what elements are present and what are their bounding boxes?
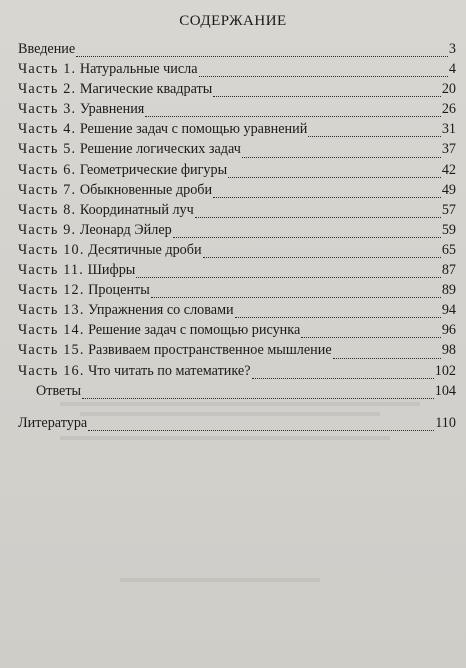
dot-leader	[213, 197, 441, 198]
entry-text: Развиваем пространственное мышление	[88, 342, 332, 359]
bleed-through-line	[60, 436, 390, 440]
part-label: Часть 12.	[18, 282, 85, 299]
bleed-through-line	[120, 578, 320, 582]
entry-text: Шифры	[87, 262, 136, 279]
page-number: 20	[441, 81, 456, 98]
entry-text: Ответы	[36, 382, 82, 399]
dot-leader	[199, 76, 448, 77]
part-label: Часть 4.	[18, 121, 77, 138]
part-label: Часть 15.	[18, 342, 85, 359]
page-number: 104	[434, 382, 456, 399]
entry-text: Леонард Эйлер	[79, 221, 172, 238]
toc-entry	[18, 121, 456, 141]
page-number: 94	[441, 302, 456, 319]
dot-leader	[203, 257, 441, 258]
page-number: 65	[441, 241, 456, 258]
toc-entry	[18, 81, 456, 101]
toc-entry	[18, 41, 456, 61]
toc-entry	[18, 342, 456, 362]
dot-leader	[252, 378, 434, 379]
dot-leader	[173, 237, 441, 238]
dot-leader	[76, 56, 448, 57]
part-label: Часть 9.	[18, 221, 77, 238]
toc-entry	[18, 363, 456, 383]
page-title: СОДЕРЖАНИЕ	[179, 13, 287, 29]
entry-text: Натуральные числа	[79, 61, 198, 78]
part-label: Часть 10.	[18, 241, 85, 258]
toc-entry	[18, 322, 456, 342]
entry-text: Решение задач с помощью рисунка	[88, 322, 301, 339]
dot-leader	[136, 277, 440, 278]
page-number: 59	[441, 221, 456, 238]
part-label: Часть 8.	[18, 201, 77, 218]
dot-leader	[228, 177, 441, 178]
entry-text: Уравнения	[79, 101, 145, 118]
toc-entry	[18, 202, 456, 222]
page-number: 110	[435, 414, 456, 431]
dot-leader	[213, 96, 441, 97]
part-label: Часть 16.	[18, 362, 85, 379]
dot-leader	[333, 358, 441, 359]
entry-text: Десятичные дроби	[88, 241, 202, 258]
dot-leader	[151, 297, 441, 298]
toc-entry	[18, 141, 456, 161]
entry-text: Что читать по математике?	[88, 362, 251, 379]
dot-leader	[195, 217, 441, 218]
entry-text: Решение задач с помощью уравнений	[79, 121, 308, 138]
part-label: Часть 13.	[18, 302, 85, 319]
page-number: 102	[434, 362, 456, 379]
dot-leader	[82, 398, 434, 399]
toc-entry	[18, 383, 456, 403]
entry-text: Обыкновенные дроби	[79, 181, 213, 198]
entry-text: Решение логических задач	[79, 141, 241, 158]
part-label: Часть 5.	[18, 141, 77, 158]
entry-text: Координатный луч	[79, 201, 194, 218]
entry-text: Магические квадраты	[79, 81, 213, 98]
table-of-contents	[18, 41, 456, 435]
page-number: 57	[441, 201, 456, 218]
toc-entry	[18, 222, 456, 242]
entry-text: Литература	[18, 414, 88, 431]
toc-entry	[18, 302, 456, 322]
page-number: 3	[448, 41, 456, 57]
part-label: Часть 6.	[18, 161, 77, 178]
dot-leader	[145, 116, 440, 117]
entry-text: Упражнения со словами	[88, 302, 234, 319]
dot-leader	[235, 317, 441, 318]
page-number: 42	[441, 161, 456, 178]
part-label: Часть 2.	[18, 81, 77, 98]
toc-entry	[18, 262, 456, 282]
part-label: Часть 7.	[18, 181, 77, 198]
page-number: 49	[441, 181, 456, 198]
dot-leader	[301, 337, 441, 338]
page-number: 37	[441, 141, 456, 158]
part-label: Часть 3.	[18, 101, 77, 118]
page-number: 4	[448, 61, 456, 78]
page-number: 87	[441, 262, 456, 279]
toc-entry	[18, 242, 456, 262]
toc-entry	[18, 415, 456, 435]
part-label: Часть 1.	[18, 61, 77, 78]
dot-leader	[242, 157, 441, 158]
entry-text: Геометрические фигуры	[79, 161, 228, 178]
dot-leader	[308, 136, 440, 137]
page-number: 89	[441, 282, 456, 299]
toc-entry	[18, 101, 456, 121]
toc-entry	[18, 61, 456, 81]
page-number: 31	[441, 121, 456, 138]
entry-text: Введение	[18, 41, 76, 57]
dot-leader	[88, 430, 434, 431]
page-number: 98	[441, 342, 456, 359]
entry-text: Проценты	[88, 282, 150, 299]
part-label: Часть 11.	[18, 262, 85, 279]
toc-entry	[18, 282, 456, 302]
page-number: 96	[441, 322, 456, 339]
page-number: 26	[441, 101, 456, 118]
toc-entry	[18, 182, 456, 202]
toc-entry	[18, 162, 456, 182]
part-label: Часть 14.	[18, 322, 85, 339]
